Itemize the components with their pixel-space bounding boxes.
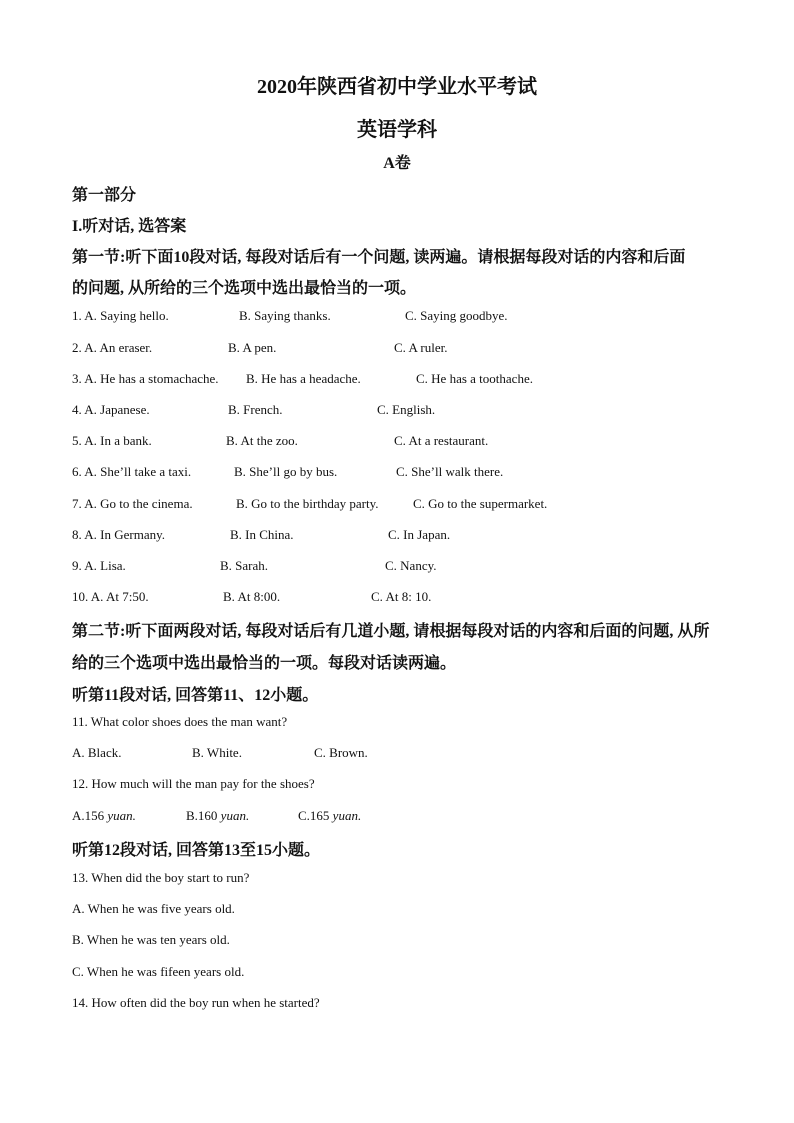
- question-13-option-a: A. When he was five years old.: [72, 901, 235, 916]
- question-11-text: 11. What color shoes does the man want?: [72, 714, 288, 729]
- option-a: 2. A. An eraser.: [72, 340, 153, 355]
- option-a: 7. A. Go to the cinema.: [72, 496, 193, 511]
- option-b: B. A pen.: [228, 340, 277, 355]
- question-13-option-b: B. When he was ten years old.: [72, 932, 230, 947]
- sec2-instruction-line1: 第二节:听下面两段对话, 每段对话后有几道小题, 请根据每段对话的内容和后面的问题, 从所: [72, 623, 710, 640]
- option-b: B. Saying thanks.: [239, 308, 331, 323]
- exam-subject: 英语学科: [357, 119, 437, 141]
- option-a: 8. A. In Germany.: [72, 527, 166, 542]
- section1-heading: I.听对话, 选答案: [72, 218, 187, 235]
- option-c: C. A ruler.: [394, 340, 448, 355]
- option-c: C. Nancy.: [385, 558, 437, 573]
- exam-volume: A卷: [383, 155, 411, 172]
- option-c: C. In Japan.: [388, 527, 451, 542]
- option-b: B. Go to the birthday party.: [236, 496, 379, 511]
- exam-title: 2020年陕西省初中学业水平考试: [257, 76, 537, 98]
- option-a: 9. A. Lisa.: [72, 558, 126, 573]
- option-c: C. He has a toothache.: [416, 371, 533, 386]
- option-b: B. At the zoo.: [226, 433, 298, 448]
- option-a: 4. A. Japanese.: [72, 402, 150, 417]
- option-a: 5. A. In a bank.: [72, 433, 152, 448]
- option-a: A.156 yuan.: [72, 808, 136, 823]
- option-b: B. He has a headache.: [246, 371, 361, 386]
- option-c: C. English.: [377, 402, 436, 417]
- option-a: 6. A. She’ll take a taxi.: [72, 464, 192, 479]
- option-b: B. She’ll go by bus.: [234, 464, 338, 479]
- question-13-option-c: C. When he was fifeen years old.: [72, 964, 245, 979]
- dialog11-heading: 听第11段对话, 回答第11、12小题。: [72, 687, 319, 704]
- option-b: B. In China.: [230, 527, 294, 542]
- option-c: C.165 yuan.: [298, 808, 362, 823]
- question-14-text: 14. How often did the boy run when he started?: [72, 995, 320, 1010]
- option-b: B. White.: [192, 745, 242, 760]
- question-13-text: 13. When did the boy start to run?: [72, 870, 250, 885]
- option-c: C. Go to the supermarket.: [413, 496, 548, 511]
- option-c: C. At 8: 10.: [371, 589, 432, 604]
- question-12-text: 12. How much will the man pay for the shoes?: [72, 776, 315, 791]
- option-b: B. At 8:00.: [223, 589, 281, 604]
- option-c: C. At a restaurant.: [394, 433, 489, 448]
- sec1-instruction-line1: 第一节:听下面10段对话, 每段对话后有一个问题, 读两遍。请根据每段对话的内容和后面: [72, 249, 686, 266]
- option-c: C. She’ll walk there.: [396, 464, 504, 479]
- dialog12-heading: 听第12段对话, 回答第13至15小题。: [72, 842, 321, 859]
- option-a: 3. A. He has a stomachache.: [72, 371, 219, 386]
- option-c: C. Saying goodbye.: [405, 308, 508, 323]
- option-a: 1. A. Saying hello.: [72, 308, 169, 323]
- option-b: B. Sarah.: [220, 558, 269, 573]
- option-a: 10. A. At 7:50.: [72, 589, 149, 604]
- option-c: C. Brown.: [314, 745, 368, 760]
- option-b: B.160 yuan.: [186, 808, 250, 823]
- option-b: B. French.: [228, 402, 283, 417]
- part-heading: 第一部分: [72, 187, 137, 204]
- sec1-instruction-line2: 的问题, 从所给的三个选项中选出最恰当的一项。: [72, 280, 417, 297]
- sec2-instruction-line2: 给的三个选项中选出最恰当的一项。每段对话读两遍。: [72, 655, 457, 672]
- option-a: A. Black.: [72, 745, 122, 760]
